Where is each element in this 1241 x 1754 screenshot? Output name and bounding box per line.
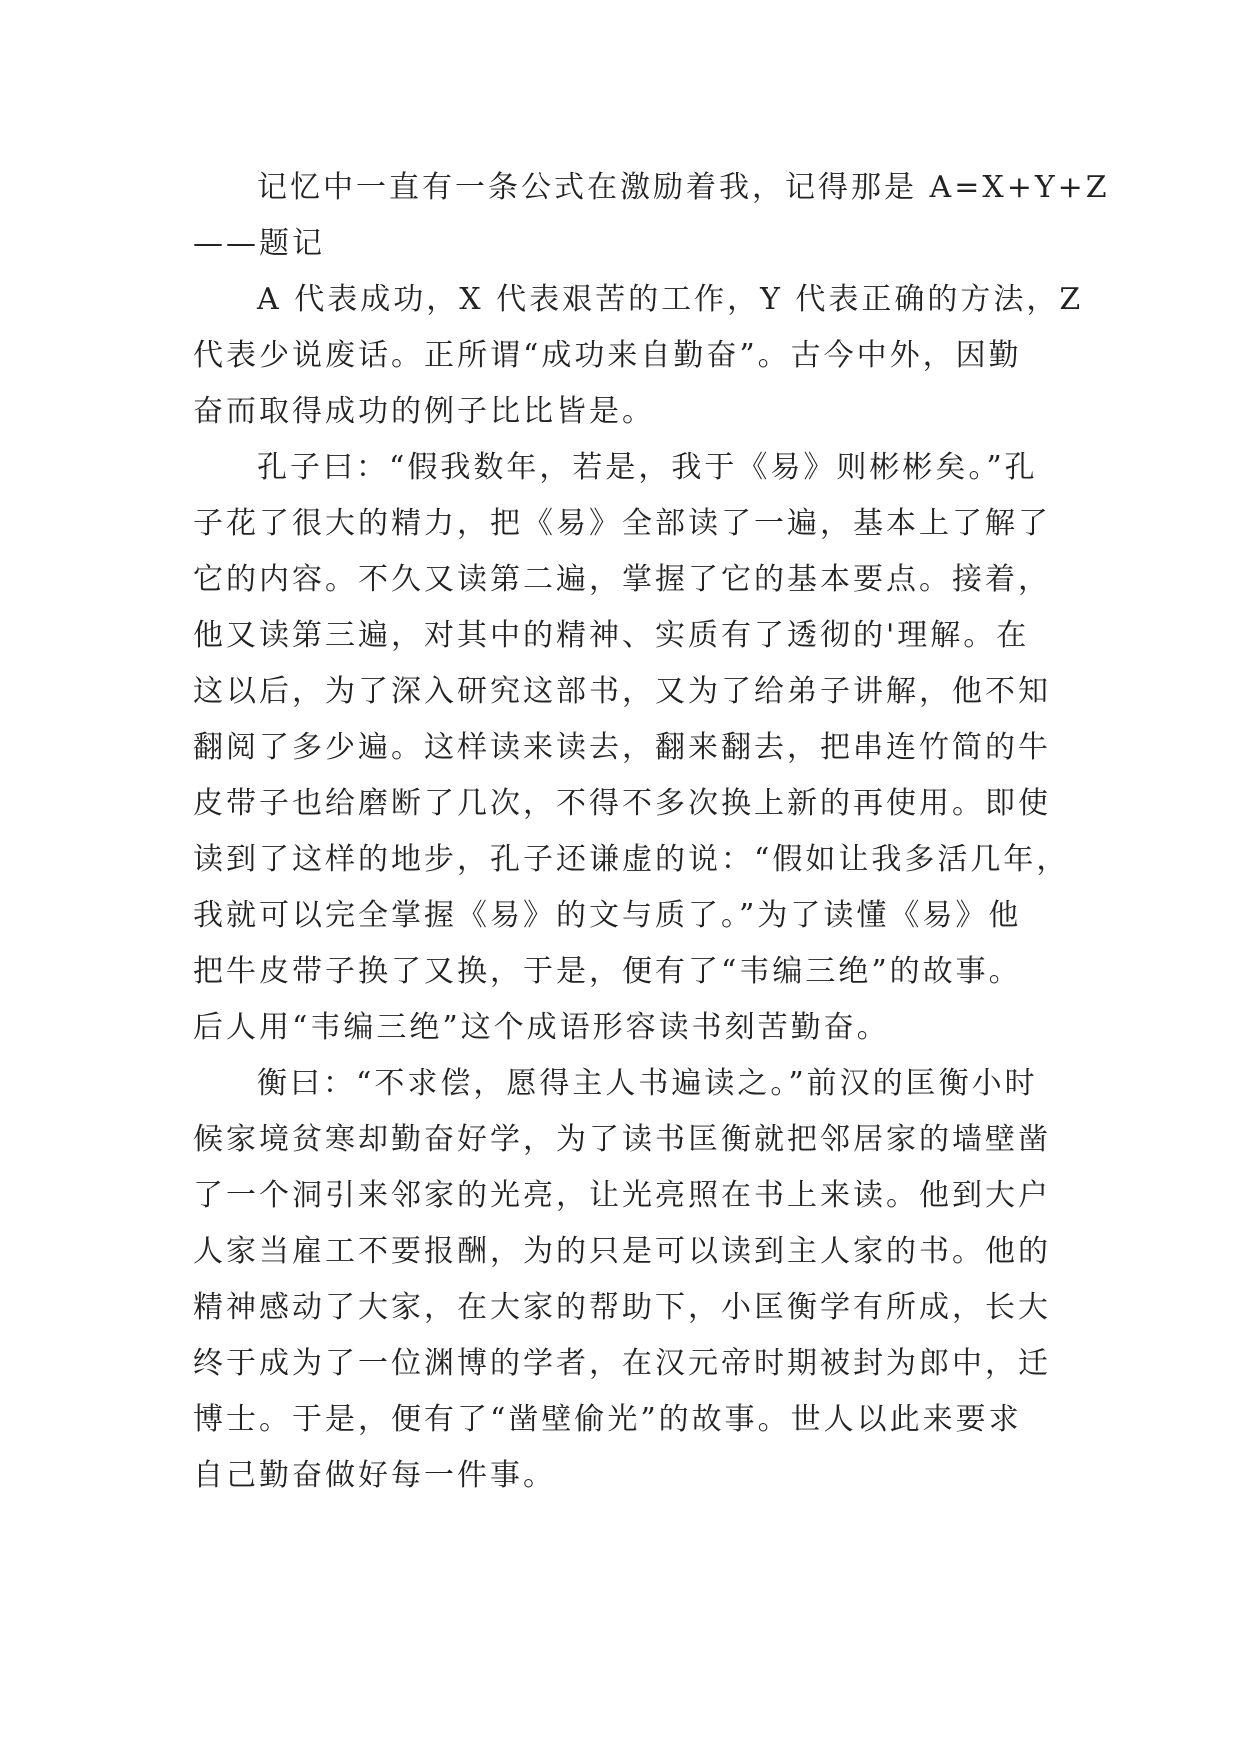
text-line: 孔子曰：“假我数年，若是，我于《易》则彬彬矣。”孔: [257, 450, 1038, 485]
text-line: 这以后，为了深入研究这部书，又为了给弟子讲解，他不知: [193, 674, 1051, 709]
text-line: 我就可以完全掌握《易》的文与质了。”为了读懂《易》他: [193, 898, 1022, 933]
paragraph-epigraph: [193, 160, 1110, 272]
text-line: A 代表成功，X 代表艰苦的工作，Y 代表正确的方法，Z: [257, 282, 1084, 317]
text-line: 奋而取得成功的例子比比皆是。: [193, 394, 655, 429]
text-line: 博士。于是，便有了“凿壁偷光”的故事。世人以此来要求: [193, 1402, 1022, 1437]
text-line: 翻阅了多少遍。这样读来读去，翻来翻去，把串连竹简的牛: [193, 730, 1051, 765]
text-line: 他又读第三遍，对其中的精神、实质有了透彻的'理解。在: [193, 618, 1030, 653]
text-line: 精神感动了大家，在大家的帮助下，小匡衡学有所成，长大: [193, 1290, 1051, 1325]
text-line: 记忆中一直有一条公式在激励着我，记得那是 A=X+Y+Z: [257, 170, 1110, 205]
text-line: 后人用“韦编三绝”这个成语形容读书刻苦勤奋。: [193, 1010, 890, 1045]
document-body: [193, 160, 1110, 1504]
text-line: 皮带子也给磨断了几次，不得不多次换上新的再使用。即使: [193, 786, 1051, 821]
text-line: 代表少说废话。正所谓“成功来自勤奋”。古今中外，因勤: [193, 338, 1022, 373]
text-line: 自己勤奋做好每一件事。: [193, 1458, 556, 1493]
paragraph-formula: [193, 272, 1084, 440]
text-line: 终于成为了一位渊博的学者，在汉元帝时期被封为郎中，迁: [193, 1346, 1051, 1381]
text-line: 把牛皮带子换了又换，于是，便有了“韦编三绝”的故事。: [193, 954, 1022, 989]
text-line: 衡曰：“不求偿，愿得主人书遍读之。”前汉的匡衡小时: [257, 1066, 1038, 1101]
text-line: 人家当雇工不要报酬，为的只是可以读到主人家的书。他的: [193, 1234, 1051, 1269]
text-line: 读到了这样的地步，孔子还谦虚的说：“假如让我多活几年，: [193, 842, 1070, 877]
text-line: 候家境贫寒却勤奋好学，为了读书匡衡就把邻居家的墙壁凿: [193, 1122, 1051, 1157]
text-line: ——题记: [193, 226, 325, 261]
text-line: 了一个洞引来邻家的光亮，让光亮照在书上来读。他到大户: [193, 1178, 1051, 1213]
paragraph-kuang-heng: [193, 1056, 1053, 1504]
text-line: 它的内容。不久又读第二遍，掌握了它的基本要点。接着，: [193, 562, 1051, 597]
paragraph-confucius: [193, 440, 1070, 1056]
text-line: 子花了很大的精力，把《易》全部读了一遍，基本上了解了: [193, 506, 1051, 541]
